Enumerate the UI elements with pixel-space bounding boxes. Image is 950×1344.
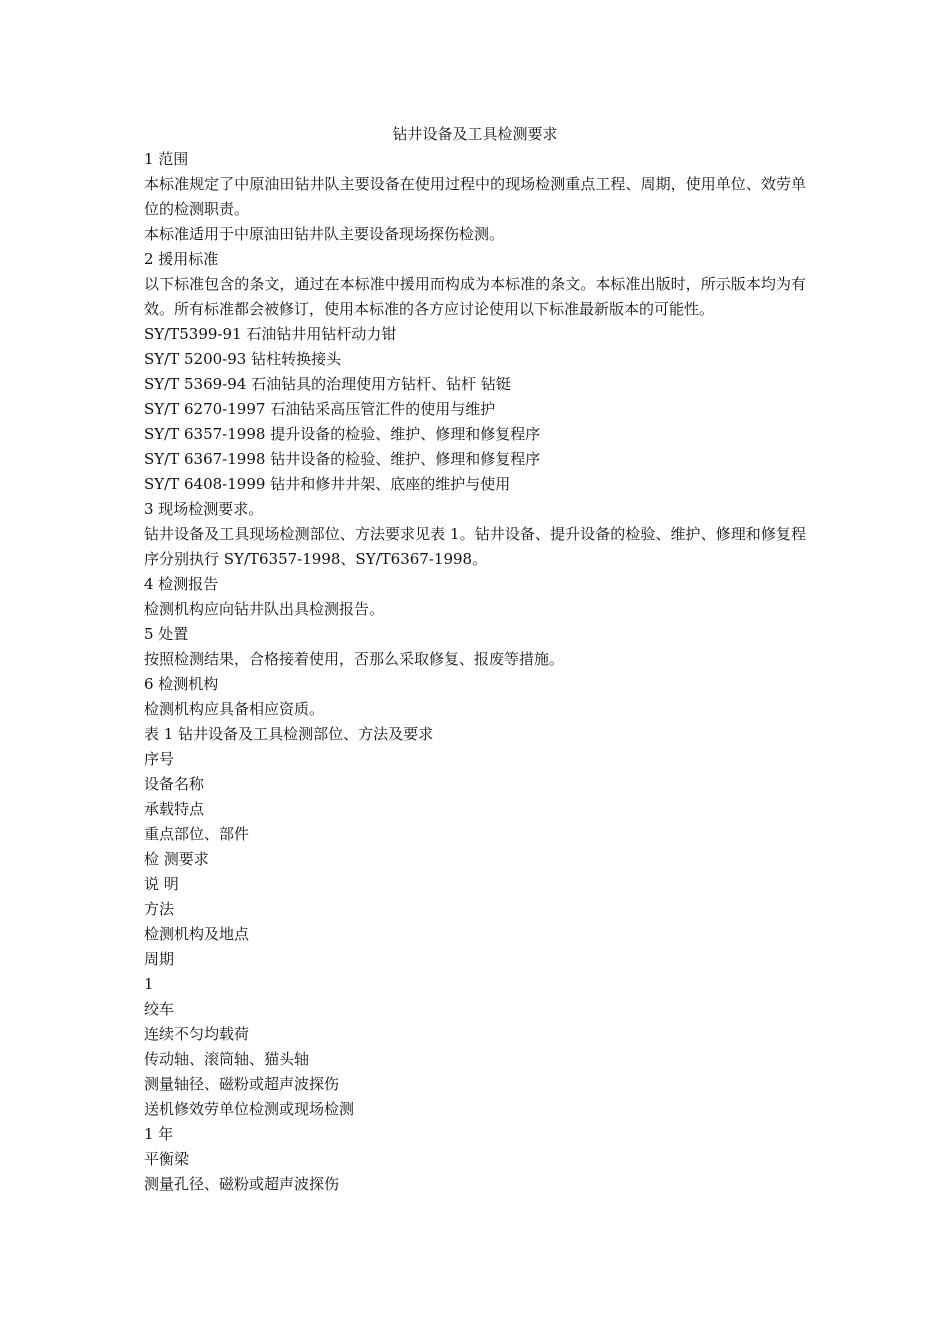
section-heading: 6 检测机构 [144,675,219,693]
document-title: 钻井设备及工具检测要求 [392,125,558,143]
table-caption: 表 1 钻井设备及工具检测部位、方法及要求 [144,725,434,743]
table-header-cell: 检测机构及地点 [144,925,250,943]
document-body [144,122,806,1197]
paragraph: 钻井设备及工具现场检测部位、方法要求见表 1。钻井设备、提升设备的检验、维护、修理和修复程序分别执行 SY/T6357-1998、SY/T6367-1998。 [144,525,806,568]
section-heading: 5 处置 [144,625,189,643]
table-header-cell: 检 测要求 [144,850,209,868]
section-heading: 3 现场检测要求。 [144,500,264,518]
table-header-cell: 序号 [144,750,175,768]
section-heading: 4 检测报告 [144,575,219,593]
table-cell: 传动轴、滚筒轴、猫头轴 [144,1050,310,1068]
table-header-cell: 承载特点 [144,800,205,818]
table-header-cell: 重点部位、部件 [144,825,250,843]
standard-reference: SY/T 6270-1997 石油钻采高压管汇件的使用与维护 [144,400,496,418]
table-header-cell: 说 明 [144,875,179,893]
standard-reference: SY/T 6367-1998 钻井设备的检验、维护、修理和修复程序 [144,450,541,468]
table-cell: 连续不匀均载荷 [144,1025,250,1043]
section-heading: 1 范围 [144,150,189,168]
table-cell: 测量孔径、磁粉或超声波探伤 [144,1175,340,1193]
table-header-cell: 周期 [144,950,175,968]
paragraph: 本标准规定了中原油田钻井队主要设备在使用过程中的现场检测重点工程、周期，使用单位、效劳单位的检测职责。 [144,175,806,218]
standard-reference: SY/T 6357-1998 提升设备的检验、维护、修理和修复程序 [144,425,541,443]
table-header-cell: 设备名称 [144,775,205,793]
paragraph: 检测机构应向钻井队出具检测报告。 [144,600,385,618]
table-cell: 测量轴径、磁粉或超声波探伤 [144,1075,340,1093]
standard-reference: SY/T 5200-93 钻柱转换接头 [144,350,342,368]
table-cell: 1 [144,975,154,993]
paragraph: 本标准适用于中原油田钻井队主要设备现场探伤检测。 [144,225,505,243]
table-header-cell: 方法 [144,900,175,918]
paragraph: 检测机构应具备相应资质。 [144,700,325,718]
section-heading: 2 援用标准 [144,250,219,268]
paragraph: 按照检测结果，合格接着使用，否那么采取修复、报废等措施。 [144,650,565,668]
paragraph: 以下标准包含的条文，通过在本标准中援用而构成为本标准的条文。本标准出版时，所示版本均为有效。所有标准都会被修订，使用本标准的各方应讨论使用以下标准最新版本的可能性。 [144,275,806,318]
table-cell: 1 年 [144,1125,174,1143]
table-cell: 送机修效劳单位检测或现场检测 [144,1100,355,1118]
standard-reference: SY/T5399-91 石油钻井用钻杆动力钳 [144,325,397,343]
table-cell: 绞车 [144,1000,175,1018]
table-cell: 平衡梁 [144,1150,190,1168]
standard-reference: SY/T 5369-94 石油钻具的治理使用方钻杆、钻杆 钻铤 [144,375,511,393]
standard-reference: SY/T 6408-1999 钻井和修井井架、底座的维护与使用 [144,475,511,493]
